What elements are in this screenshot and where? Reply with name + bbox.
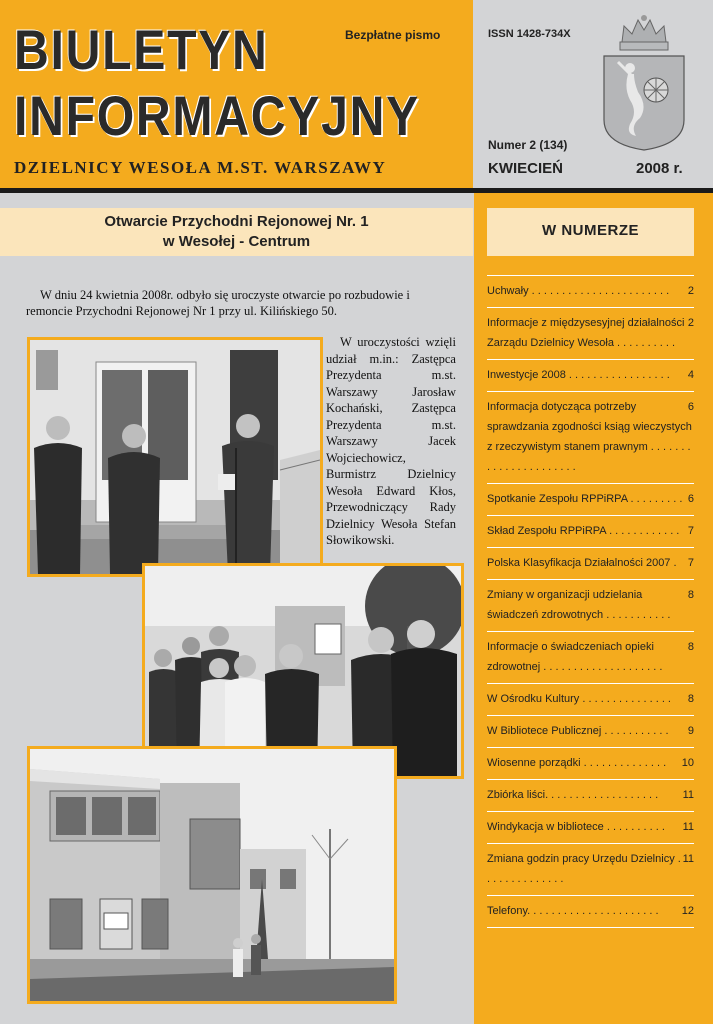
toc-page-number: 2 xyxy=(687,317,694,329)
article-title-line1: Otwarcie Przychodni Rejonowej Nr. 1 xyxy=(104,213,369,230)
toc-page-number: 8 xyxy=(687,693,694,705)
toc-entry[interactable] xyxy=(487,516,694,547)
toc-page-number: 9 xyxy=(687,725,694,737)
toc-page-number: 7 xyxy=(687,525,694,537)
toc-entry[interactable] xyxy=(487,812,694,843)
toc-entry[interactable] xyxy=(487,632,694,683)
ceremony-speech-photo xyxy=(27,337,323,577)
toc-entry-label: W Ośrodku Kultury . . . . . . . . . . . . . . . xyxy=(487,693,671,705)
toc-entry-label: Zmiany w organizacji udzielania świadczeń zdrowotnych . . . . . . . . . . . xyxy=(487,589,671,621)
toc-page-number: 8 xyxy=(687,641,694,653)
toc-entry[interactable] xyxy=(487,392,694,483)
masthead-title-line1: BIULETYN xyxy=(14,18,269,81)
toc-entry-label: Informacje o świadczeniach opieki zdrowotnej . . . . . . . . . . . . . . . . . . . . xyxy=(487,641,663,673)
toc-entry-label: Zmiana godzin pracy Urzędu Dzielnicy . . . . . . . . . . . . . . xyxy=(487,853,681,885)
toc-entry-label: Zbiórka liści. . . . . . . . . . . . . . . . . . . xyxy=(487,789,659,801)
toc-page-number: 11 xyxy=(682,789,694,801)
toc-page-number: 8 xyxy=(687,589,694,601)
toc-entry[interactable] xyxy=(487,716,694,747)
masthead-title-line2: INFORMACYJNY xyxy=(14,84,420,147)
toc-entry[interactable] xyxy=(487,276,694,307)
article-title-line2: w Wesołej - Centrum xyxy=(162,233,311,250)
toc-divider xyxy=(487,927,694,928)
toc-entry-label: W Bibliotece Publicznej . . . . . . . . . . . xyxy=(487,725,669,737)
article-title xyxy=(0,212,473,252)
issn-label: ISSN 1428-734X xyxy=(488,28,571,40)
toc-page-number: 2 xyxy=(687,285,694,297)
issue-number: Numer 2 (134) xyxy=(488,138,568,152)
toc-page-number: 4 xyxy=(687,369,694,381)
toc-entry-label: Informacje z międzysesyjnej działalności Zarządu Dzielnicy Wesoła . . . . . . . . . . xyxy=(487,317,685,349)
article-intro: W dniu 24 kwietnia 2008r. odbyło się uroczyste otwarcie po rozbudowie i remoncie Przychodni Rejonowej Nr 1 przy ul. Kilińskiego 50. xyxy=(26,288,410,318)
toc-entry[interactable] xyxy=(487,684,694,715)
toc-entry[interactable] xyxy=(487,844,694,895)
table-of-contents xyxy=(487,275,694,928)
issue-month: KWIECIEŃ xyxy=(488,160,563,177)
toc-entry-label: Inwestycje 2008 . . . . . . . . . . . . . . . . . xyxy=(487,369,670,381)
toc-entry[interactable] xyxy=(487,484,694,515)
toc-entry[interactable] xyxy=(487,360,694,391)
contents-heading: W NUMERZE xyxy=(542,222,639,239)
issue-year: 2008 r. xyxy=(636,160,683,177)
masthead-subtitle: DZIELNICY WESOŁA M.ST. WARSZAWY xyxy=(14,158,387,177)
toc-entry-label: Spotkanie Zespołu RPPiRPA . . . . . . . . . xyxy=(487,493,683,505)
toc-page-number: 7 xyxy=(687,557,694,569)
toc-page-number: 11 xyxy=(682,821,694,833)
toc-entry-label: Telefony. . . . . . . . . . . . . . . . . . . . . . xyxy=(487,905,659,917)
toc-entry-label: Polska Klasyfikacja Działalności 2007 . xyxy=(487,557,677,569)
free-issue-label: Bezpłatne pismo xyxy=(345,28,441,42)
toc-entry-label: Skład Zespołu RPPiRPA . . . . . . . . . . . . xyxy=(487,525,680,537)
toc-entry[interactable] xyxy=(487,548,694,579)
toc-page-number: 10 xyxy=(681,757,694,769)
toc-entry-label: Wiosenne porządki . . . . . . . . . . . . . . xyxy=(487,757,667,769)
toc-entry-label: Informacja dotycząca potrzeby sprawdzania zgodności ksiąg wieczystych z rzeczywistym stanem prawnym . . . . . . . . . . . . . . . . . . . . . . xyxy=(487,401,692,473)
clinic-building-photo xyxy=(27,746,397,1004)
toc-page-number: 6 xyxy=(687,493,694,505)
toc-entry[interactable] xyxy=(487,308,694,359)
toc-page-number: 12 xyxy=(681,905,694,917)
toc-page-number: 11 xyxy=(682,853,694,865)
toc-entry[interactable] xyxy=(487,780,694,811)
article-attendees-text: W uroczystości wzięli udział m.in.: Zastępca Prezydenta m.st. Warszawy Jarosław Kochański, Zastępca Prezydenta m.st. Warszawy Jacek Wojciechowicz, Burmistrz Dzielnicy Wesoła Edward Kłos, Przewodniczący Rady Dzielnicy Wesoła Stefan Słowikowski. xyxy=(326,335,456,547)
toc-entry[interactable] xyxy=(487,748,694,779)
toc-entry-label: Windykacja w bibliotece . . . . . . . . . . xyxy=(487,821,665,833)
toc-entry[interactable] xyxy=(487,580,694,631)
toc-entry-label: Uchwały . . . . . . . . . . . . . . . . . . . . . . . xyxy=(487,285,670,297)
toc-page-number: 6 xyxy=(687,401,694,413)
warsaw-crest-icon xyxy=(600,12,688,152)
toc-entry[interactable] xyxy=(487,896,694,927)
